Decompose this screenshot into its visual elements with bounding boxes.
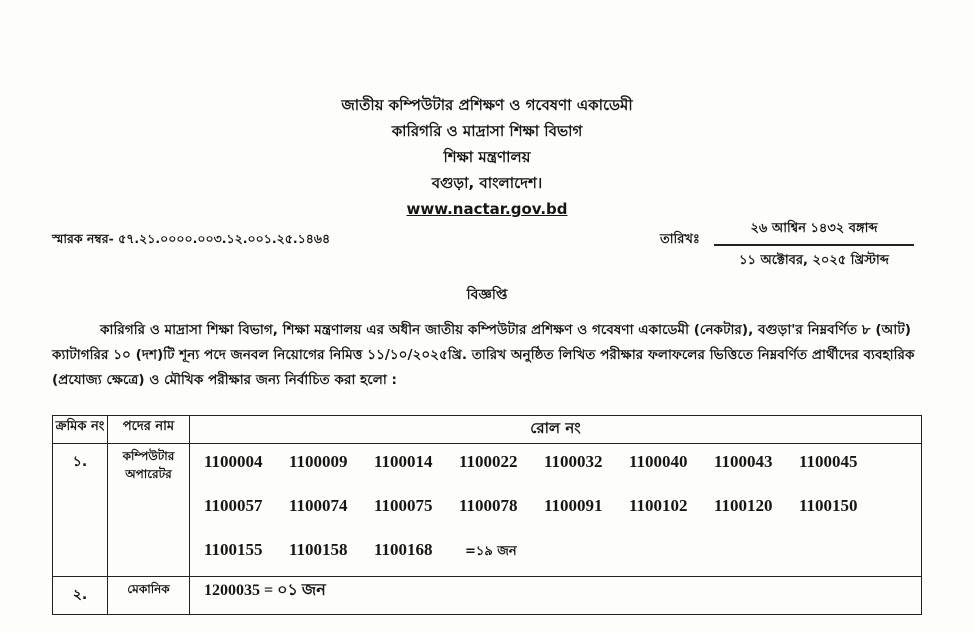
date-block: [714, 219, 914, 272]
table-header-row: [53, 416, 922, 444]
table-row: [53, 444, 922, 577]
roll-line-3: [204, 532, 921, 576]
roll-number: 1100022: [459, 452, 518, 471]
roll-list: 1200035 = ০১ জন: [190, 577, 922, 615]
row-serial: ২.: [53, 577, 108, 615]
roll-number: 1100074: [289, 496, 348, 515]
roll-number: 1100075: [374, 496, 433, 515]
roll-line-1: [204, 444, 921, 488]
ministry-name: শিক্ষা মন্ত্রণালয়: [443, 148, 531, 166]
notice-body: [52, 318, 922, 393]
roll-number: 1100040: [629, 452, 688, 471]
notice-body-text: কারিগরি ও মাদ্রাসা শিক্ষা বিভাগ, শিক্ষা মন্ত্রণালয় এর অধীন জাতীয় কম্পিউটার প্রশিক্ষণ ও গবেষণা একাডেমী (নেকটার), বগুড়া'র নিম্নবর্ণিত ৮ (আট) ক্যাটাগরির ১০ (দশ)টি শূন্য পদে জনবল নিয়োগের নিমিত্ত ১১/১০/২০২৫খ্রি. তারিখ অনুষ্ঠিত লিখিত পরীক্ষার ফলাফলের ভিত্তিতে নিম্নবর্ণিত প্রার্থীদের ব্যবহারিক (প্রযোজ্য ক্ষেত্রে) ও মৌখিক পরীক্ষার জন্য নির্বাচিত করা হলো :: [52, 322, 915, 388]
roll-number: 1100057: [204, 496, 263, 515]
letterhead: [0, 92, 974, 222]
location: বগুড়া, বাংলাদেশ।: [431, 174, 543, 192]
header-serial: ক্রমিক নং: [53, 416, 108, 444]
memo-number: স্মারক নম্বর- ৫৭.২১.০০০০.০০৩.১২.০০১.২৫.১৪৬৪: [52, 231, 331, 246]
candidate-count: =১৯ জন: [465, 544, 517, 559]
division-name: কারিগরি ও মাদ্রাসা শিক্ষা বিভাগ: [391, 122, 583, 140]
roll-number: 1100155: [204, 540, 263, 559]
row-serial: ১.: [53, 444, 108, 577]
date-english: ১১ অক্টোবর, ২০২৫ খ্রিস্টাব্দ: [739, 253, 889, 268]
org-name: জাতীয় কম্পিউটার প্রশিক্ষণ ও গবেষণা একাডেমী: [341, 96, 633, 114]
roll-number: 1100168: [374, 540, 433, 559]
roll-number: 1100120: [714, 496, 773, 515]
roll-number: 1100045: [799, 452, 858, 471]
roll-number: 1100004: [204, 452, 263, 471]
header-roll: রোল নং: [190, 416, 922, 444]
roll-number: 1100078: [459, 496, 518, 515]
roll-line-2: [204, 488, 921, 532]
date-label: তারিখঃ: [660, 232, 700, 247]
roll-number: 1100043: [714, 452, 773, 471]
roll-list: [190, 444, 922, 577]
roll-number: 1100032: [544, 452, 603, 471]
table-row: [53, 577, 922, 615]
row-post: মেকানিক: [108, 577, 190, 615]
roll-number: 1100091: [544, 496, 603, 515]
notice-title: বিজ্ঞপ্তি: [466, 287, 508, 303]
roll-number: 1100102: [629, 496, 688, 515]
roll-number: 1100158: [289, 540, 348, 559]
website-link[interactable]: www.nactar.gov.bd: [406, 200, 568, 218]
date-bangla: ২৬ আশ্বিন ১৪৩২ বঙ্গাব্দ: [714, 219, 914, 246]
roll-number: 1100009: [289, 452, 348, 471]
results-table: [52, 415, 922, 615]
roll-number: 1100150: [799, 496, 858, 515]
roll-number: 1100014: [374, 452, 433, 471]
row-post: কম্পিউটার অপারেটর: [108, 444, 190, 577]
header-post: পদের নাম: [108, 416, 190, 444]
